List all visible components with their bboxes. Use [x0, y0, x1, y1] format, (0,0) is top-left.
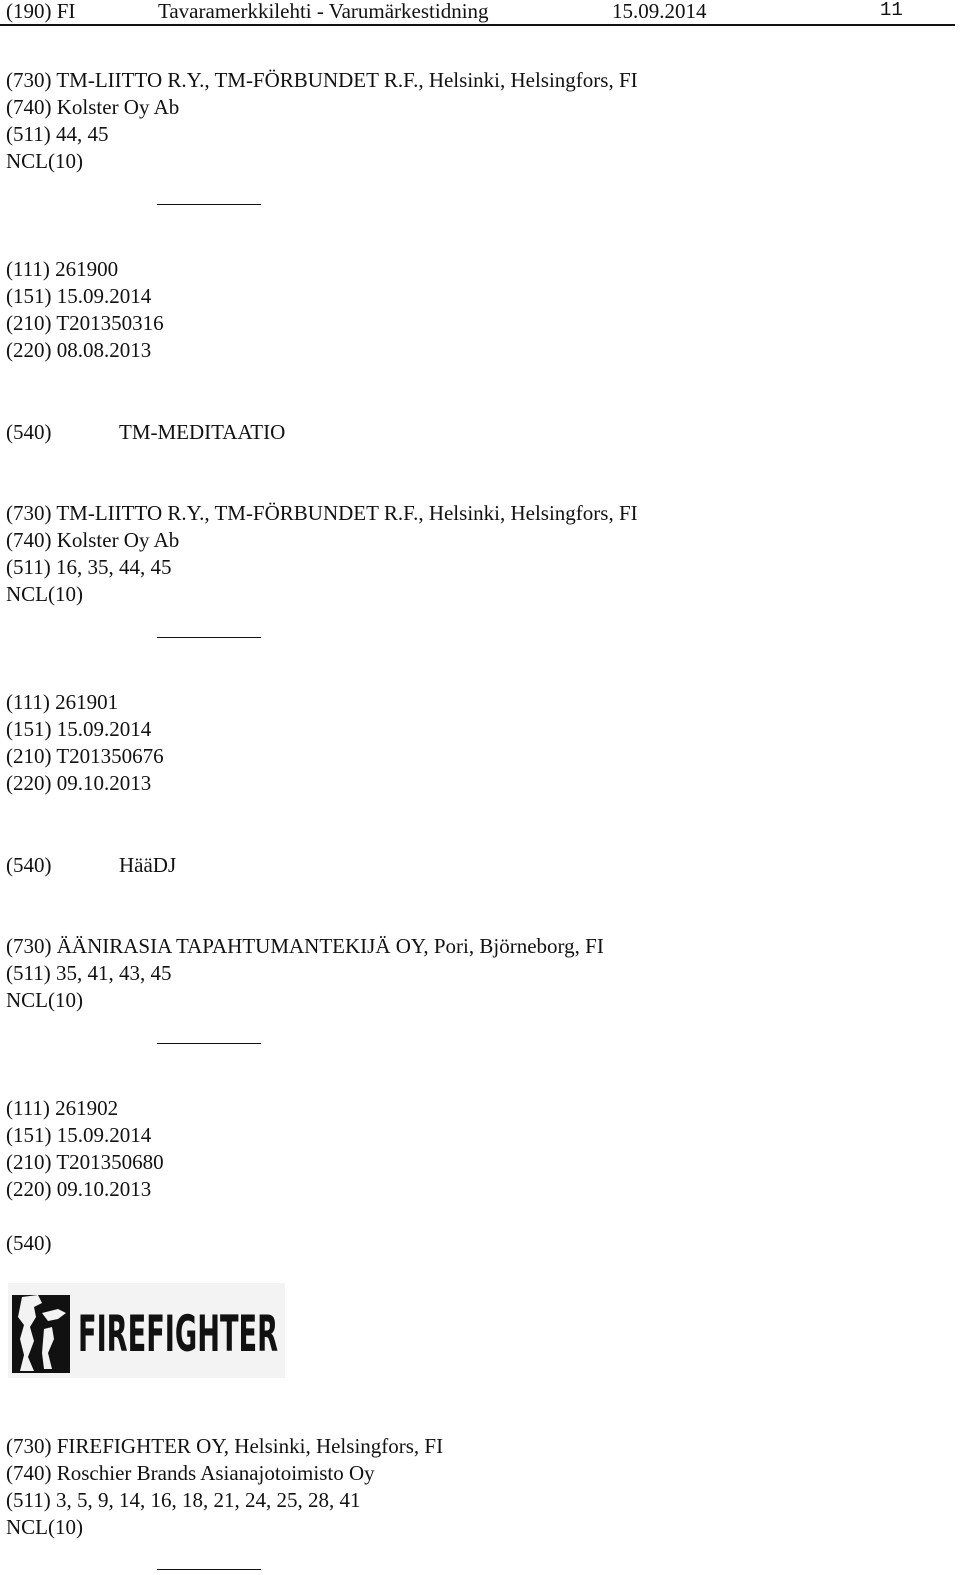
entry2-owner: (730) ÄÄNIRASIA TAPAHTUMANTEKIJÄ OY, Pori, Björneborg, FI	[6, 934, 604, 958]
entry3-mark-code: (540)	[6, 1231, 52, 1255]
page-header	[0, 0, 955, 26]
entry1-filing-date: (220) 08.08.2013	[6, 338, 152, 362]
entry3-app-no: (210) T201350680	[6, 1150, 164, 1174]
entry2-mark-text: HääDJ	[119, 853, 177, 877]
entry2-mark-code: (540)	[6, 853, 52, 877]
separator	[157, 1569, 261, 1570]
top-ncl: NCL(10)	[6, 149, 83, 173]
entry3-reg-date: (151) 15.09.2014	[6, 1123, 152, 1147]
entry1-agent: (740) Kolster Oy Ab	[6, 528, 180, 552]
firefighter-logo	[8, 1283, 285, 1378]
top-agent: (740) Kolster Oy Ab	[6, 95, 180, 119]
header-publication: Tavaramerkkilehti - Varumärkestidning	[158, 0, 489, 23]
entry3-ncl: NCL(10)	[6, 1515, 83, 1539]
header-code: (190) FI	[6, 0, 76, 23]
logo-word: FIREFIGHTER	[78, 1305, 278, 1363]
entry1-reg-no: (111) 261900	[6, 257, 119, 281]
top-owner: (730) TM-LIITTO R.Y., TM-FÖRBUNDET R.F., Helsinki, Helsingfors, FI	[6, 68, 638, 92]
entry3-classes: (511) 3, 5, 9, 14, 16, 18, 21, 24, 25, 28, 41	[6, 1488, 361, 1512]
entry1-owner: (730) TM-LIITTO R.Y., TM-FÖRBUNDET R.F., Helsinki, Helsingfors, FI	[6, 501, 638, 525]
entry2-ncl: NCL(10)	[6, 988, 83, 1012]
entry3-filing-date: (220) 09.10.2013	[6, 1177, 152, 1201]
entry1-reg-date: (151) 15.09.2014	[6, 284, 152, 308]
entry2-reg-no: (111) 261901	[6, 690, 119, 714]
top-classes: (511) 44, 45	[6, 122, 109, 146]
entry1-app-no: (210) T201350316	[6, 311, 164, 335]
separator	[157, 1043, 261, 1044]
entry1-ncl: NCL(10)	[6, 582, 83, 606]
page-number: 11	[880, 0, 903, 21]
entry1-classes: (511) 16, 35, 44, 45	[6, 555, 172, 579]
firefighter-logo-graphic	[8, 1283, 285, 1378]
header-date: 15.09.2014	[612, 0, 707, 23]
entry2-reg-date: (151) 15.09.2014	[6, 717, 152, 741]
separator	[157, 637, 261, 638]
firefighter-silhouette-icon	[12, 1295, 70, 1373]
entry3-agent: (740) Roschier Brands Asianajotoimisto Oy	[6, 1461, 375, 1485]
entry2-classes: (511) 35, 41, 43, 45	[6, 961, 172, 985]
entry2-filing-date: (220) 09.10.2013	[6, 771, 152, 795]
entry2-app-no: (210) T201350676	[6, 744, 164, 768]
entry1-mark-code: (540)	[6, 420, 52, 444]
entry3-owner: (730) FIREFIGHTER OY, Helsinki, Helsingfors, FI	[6, 1434, 444, 1458]
separator	[157, 204, 261, 205]
entry3-reg-no: (111) 261902	[6, 1096, 119, 1120]
entry1-mark-text: TM-MEDITAATIO	[119, 420, 286, 444]
